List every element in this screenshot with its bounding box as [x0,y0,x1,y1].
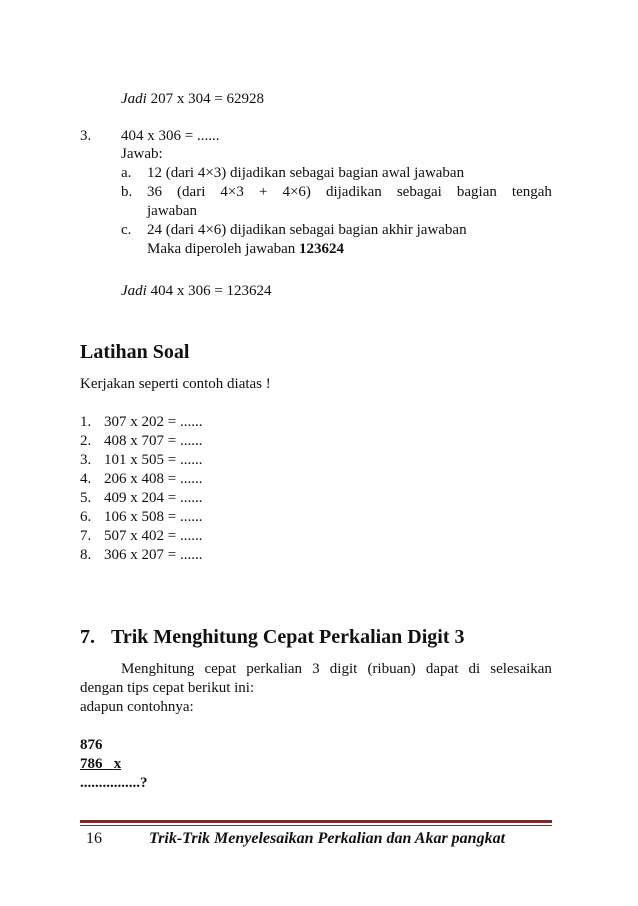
paragraph-word: dapat [425,661,459,677]
exercise-question: 206 x 408 = ...... [104,471,203,487]
exercise-number: 8. [80,547,92,563]
step-b-word: tengah [511,184,552,200]
result-answer: 123624 [299,241,345,257]
exercise-question: 507 x 402 = ...... [104,528,203,544]
step-a-marker: a. [121,165,132,181]
step-b-continuation: jawaban [147,203,197,219]
section-title: Trik Menghitung Cepat Perkalian Digit 3 [111,626,465,648]
result-text: Maka diperoleh jawaban [147,241,300,257]
exercise-question: 101 x 505 = ...... [104,452,203,468]
paragraph-word: selesaikan [490,661,552,677]
exercise-number: 6. [80,509,92,525]
footer-rule-thin [80,825,552,826]
exercise-number: 1. [80,414,92,430]
step-b-word: + [258,184,268,200]
calc-result: ................? [80,775,148,791]
step-b-word: 4×3 [220,184,244,200]
exercise-question: 106 x 508 = ...... [104,509,203,525]
conclusion-equation: 207 x 304 = 62928 [150,91,265,107]
step-b-word: (dari [177,184,206,200]
exercise-number: 2. [80,433,92,449]
conclusion-line-2 [121,282,272,300]
jadi-label: Jadi [121,283,147,299]
exercise-question: 307 x 202 = ...... [104,414,203,430]
exercise-number: 3. [80,452,92,468]
step-b-text [147,183,552,201]
paragraph-word: digit [329,661,358,677]
section-paragraph-line-3: adapun contohnya: [80,699,194,715]
section-paragraph-line-1 [121,660,552,678]
paragraph-word: Menghitung [121,661,195,677]
item-question: 404 x 306 = ...... [121,128,220,144]
step-b-word: sebagai [396,184,442,200]
calc-multiplier: 786 [80,756,103,772]
jawab-label: Jawab: [121,146,163,162]
paragraph-word: cepat [204,661,237,677]
paragraph-word: di [468,661,481,677]
latihan-instruction: Kerjakan seperti contoh diatas ! [80,376,271,392]
step-b-word: 4×6) [282,184,311,200]
section-paragraph-line-2: dengan tips cepat berikut ini: [80,680,255,696]
footer-title: Trik-Trik Menyelesaikan Perkalian dan Akar pangkat [149,830,506,847]
exercise-question: 409 x 204 = ...... [104,490,203,506]
step-c-text: 24 (dari 4×6) dijadikan sebagai bagian akhir jawaban [147,222,467,238]
exercise-question: 408 x 707 = ...... [104,433,203,449]
latihan-heading: Latihan Soal [80,341,190,363]
step-a-text: 12 (dari 4×3) dijadikan sebagai bagian awal jawaban [147,165,465,181]
step-b-word: 36 [147,184,162,200]
exercise-number: 4. [80,471,92,487]
calc-multiplier-line [80,755,121,773]
step-b-marker: b. [121,184,133,200]
page-number: 16 [86,830,102,847]
step-c-marker: c. [121,222,132,238]
exercise-number: 5. [80,490,92,506]
paragraph-word: 3 [312,661,320,677]
exercise-number: 7. [80,528,92,544]
paragraph-word: (ribuan) [367,661,416,677]
jadi-label: Jadi [121,91,147,107]
result-line [147,240,344,258]
calc-multiplicand: 876 [80,737,103,753]
footer-rule-thick [80,820,552,823]
calc-operator: x [113,756,122,772]
paragraph-word: perkalian [246,661,303,677]
item-number: 3. [80,128,92,144]
section-number: 7. [80,626,95,648]
conclusion-line-1 [121,90,264,108]
conclusion-equation: 404 x 306 = 123624 [150,283,272,299]
step-b-word: bagian [456,184,497,200]
exercise-question: 306 x 207 = ...... [104,547,203,563]
step-b-word: dijadikan [325,184,382,200]
